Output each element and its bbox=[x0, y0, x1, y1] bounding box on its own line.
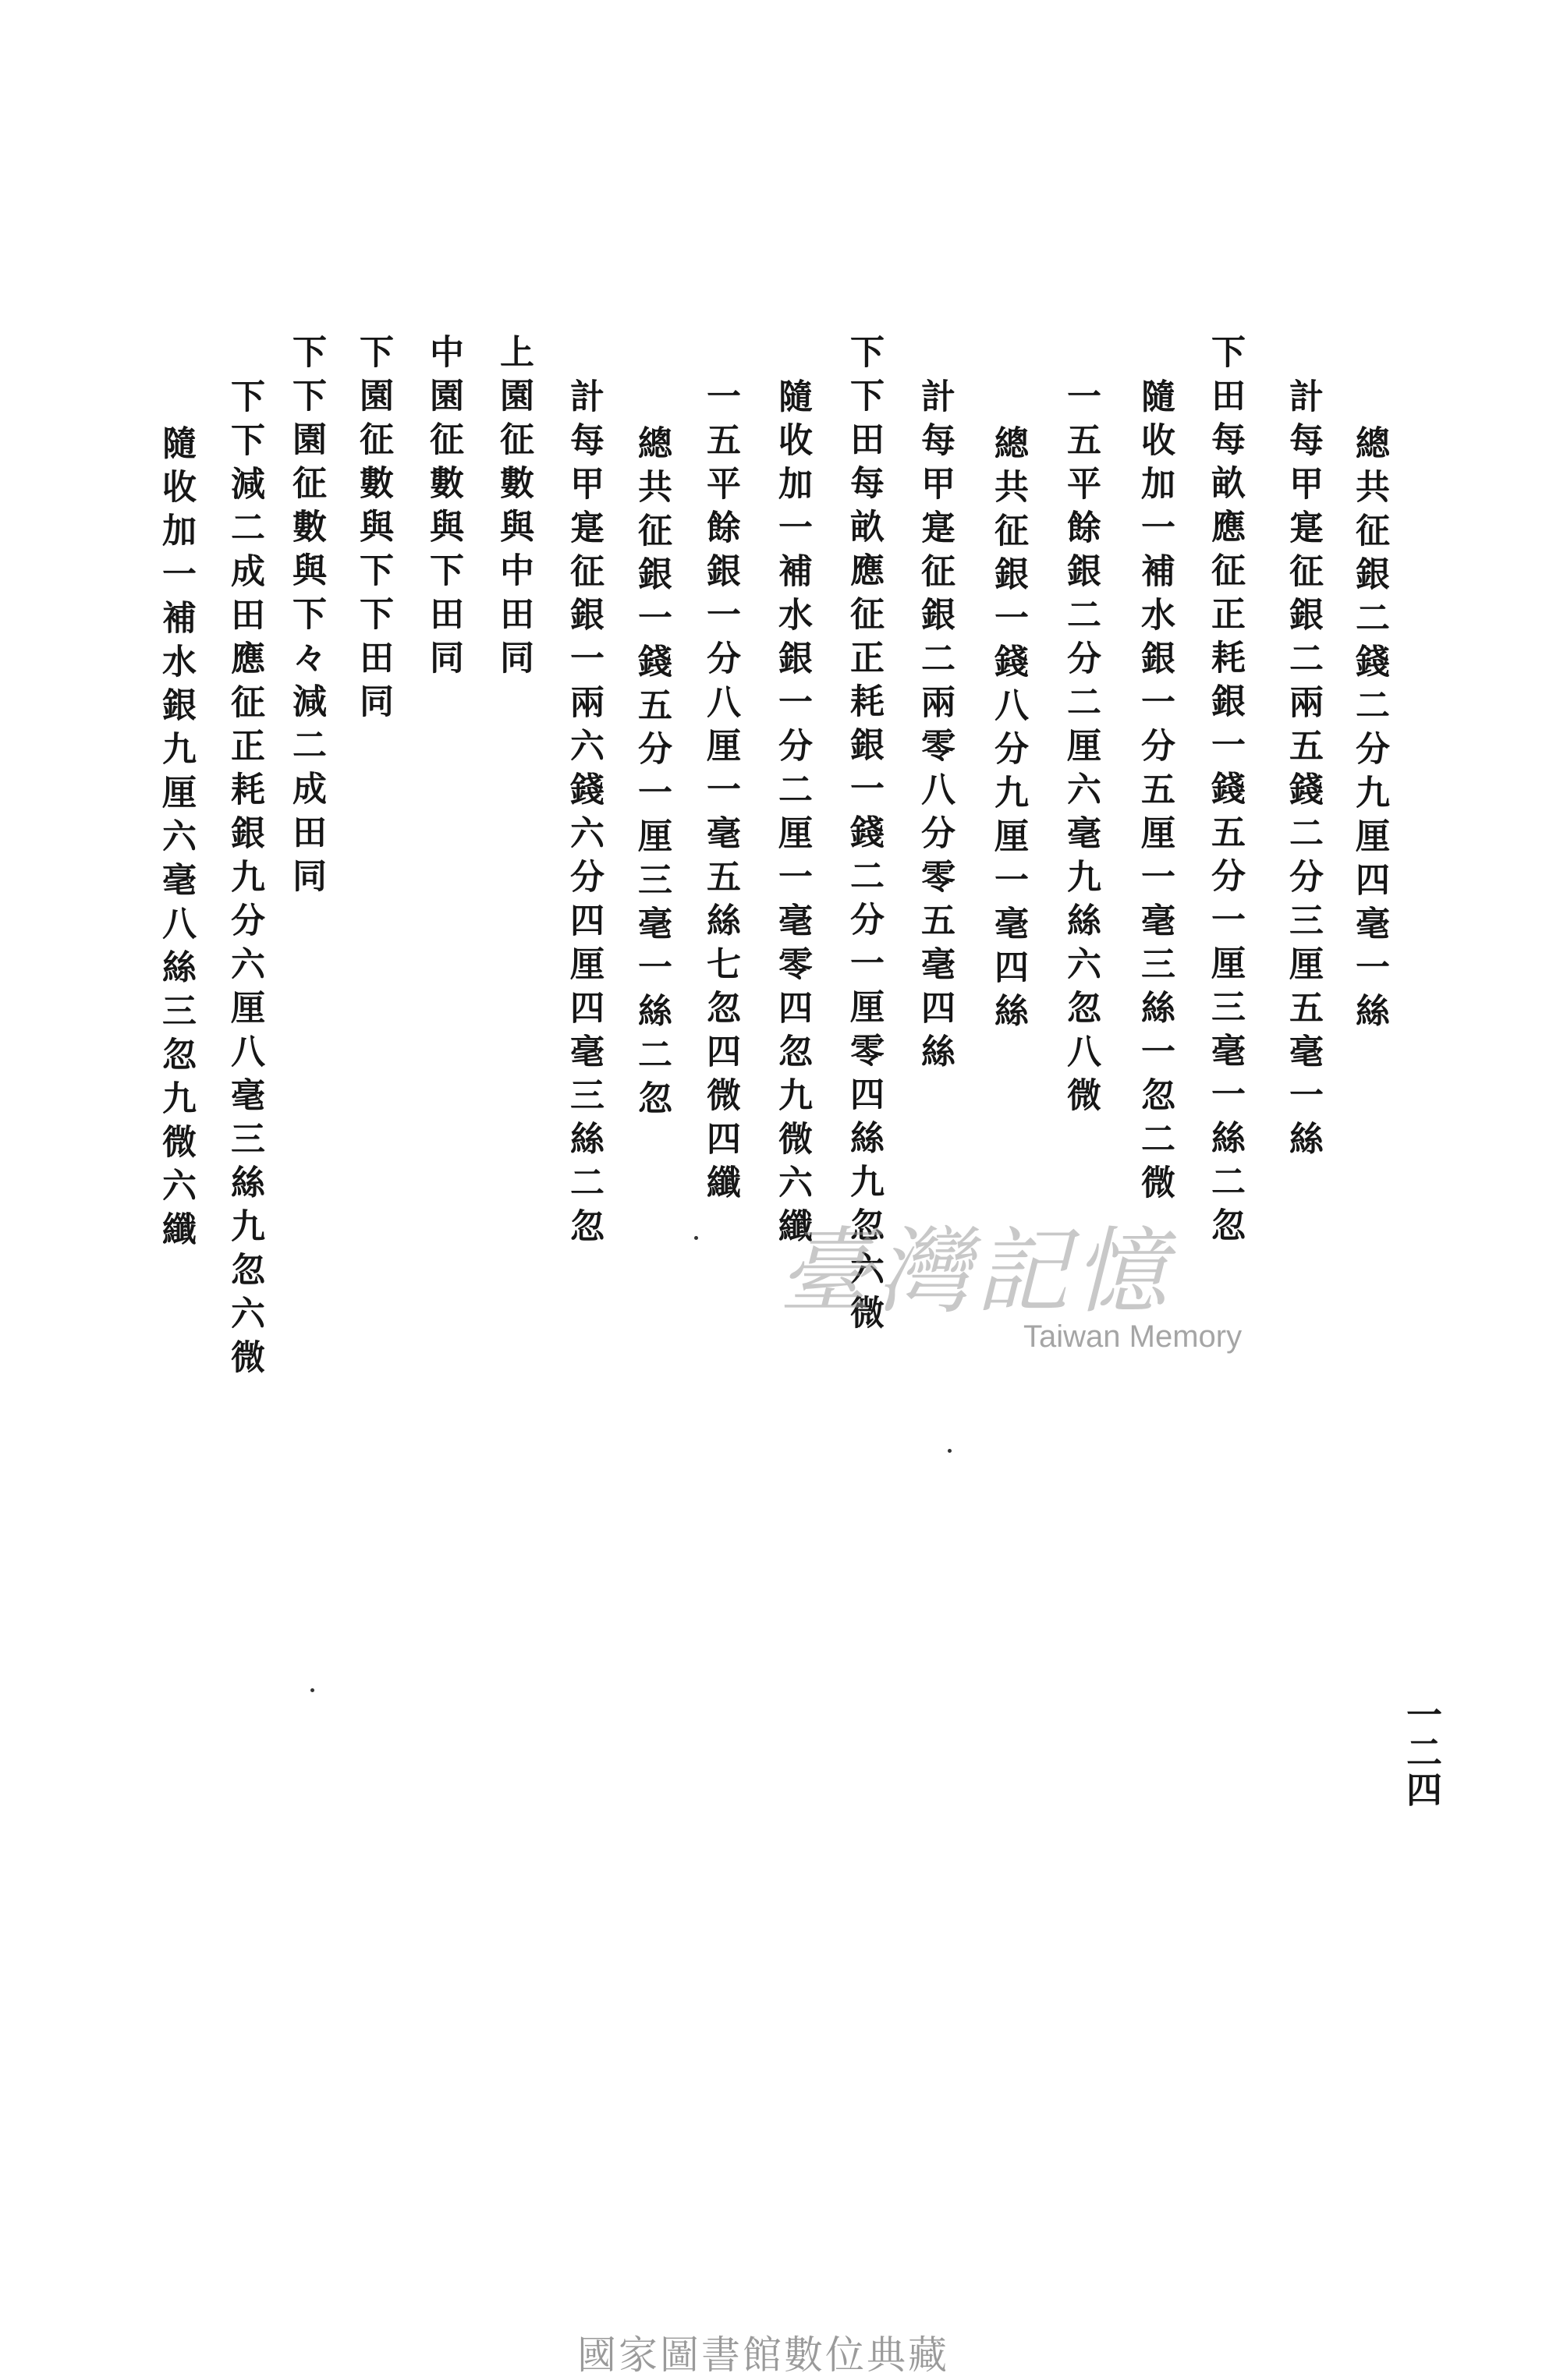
ink-speck bbox=[948, 1449, 952, 1453]
text-column-4: 隨收加一補水銀一分五厘一毫三絲一忽二微 bbox=[1135, 378, 1175, 1208]
page-number: 一二四 bbox=[1401, 1696, 1443, 1808]
footer-collection-label: 國家圖書館數位典藏 bbox=[577, 2332, 949, 2378]
text-column-10: 一五平餘銀一分八厘一毫五絲七忽四微四纖 bbox=[700, 378, 740, 1208]
text-column-7: 計每甲寔征銀二兩零八分零五毫四絲 bbox=[915, 378, 955, 1077]
text-column-1: 總共征銀二錢二分九厘四毫一絲 bbox=[1349, 425, 1389, 1036]
text-column-3: 下田每畝應征正耗銀一錢五分一厘三毫一絲二忽 bbox=[1205, 334, 1245, 1251]
text-column-6: 總共征銀一錢八分九厘一毫四絲 bbox=[988, 425, 1028, 1036]
text-column-8: 下下田每畝應征正耗銀一錢二分一厘零四絲九忽六微 bbox=[844, 334, 884, 1338]
text-column-12: 計每甲寔征銀一兩六錢六分四厘四毫三絲二忽 bbox=[564, 378, 604, 1252]
ink-speck bbox=[310, 1688, 314, 1692]
ink-speck bbox=[694, 1236, 698, 1240]
text-column-5: 一五平餘銀二分二厘六毫九絲六忽八微 bbox=[1061, 378, 1101, 1121]
text-column-18: 隨收加一補水銀九厘六毫八絲三忽九微六纖 bbox=[156, 425, 196, 1255]
watermark-english: Taiwan Memory bbox=[1023, 1319, 1243, 1354]
text-column-2: 計每甲寔征銀二兩五錢二分三厘五毫一絲 bbox=[1283, 378, 1323, 1164]
text-column-9: 隨收加一補水銀一分二厘一毫零四忽九微六纖 bbox=[772, 378, 812, 1252]
text-column-17: 下下減二成田應征正耗銀九分六厘八毫三絲九忽六微 bbox=[225, 378, 264, 1383]
text-column-13: 上園征數與中田同 bbox=[494, 334, 534, 683]
text-column-15: 下園征數與下下田同 bbox=[353, 334, 393, 727]
text-column-16: 下下園征數與下々減二成田同 bbox=[286, 334, 326, 901]
watermark-logo: 臺灣記憶 bbox=[778, 1218, 1172, 1326]
text-column-14: 中園征數與下田同 bbox=[424, 334, 463, 683]
text-column-11: 總共征銀一錢五分一厘三毫一絲二忽 bbox=[632, 425, 672, 1124]
